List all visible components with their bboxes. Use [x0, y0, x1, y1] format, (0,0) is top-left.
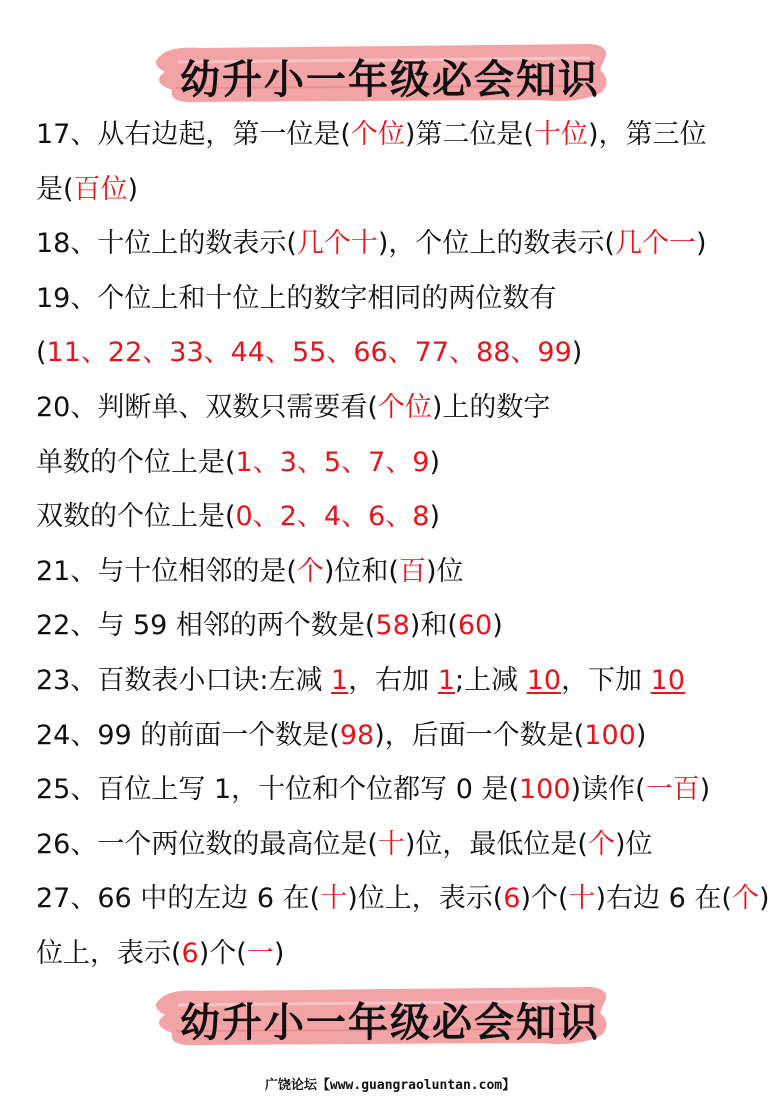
answer-text: 一百 — [645, 774, 700, 806]
question-text: 单数的个位上是( — [36, 446, 236, 478]
answer-text: 十 — [377, 828, 405, 860]
answer-text: 个 — [731, 883, 759, 915]
question-text: 双数的个位上是( — [36, 501, 236, 533]
question-text: 27、66 中的左边 6 在( — [36, 883, 321, 915]
text-line — [36, 108, 756, 163]
answer-text: 百 — [398, 555, 426, 587]
question-text: 位上，表示( — [36, 937, 182, 969]
text-line — [36, 217, 756, 272]
question-text: ) — [695, 228, 707, 260]
page-title: 幼升小一年级必会知识 — [180, 57, 600, 103]
question-text: 25、百位上写 1，十位和个位都写 0 是( — [36, 774, 519, 806]
question-text: )，后面一个数是( — [374, 719, 585, 751]
answer-text: 几个一 — [614, 228, 696, 260]
question-text: 17、从右边起，第一位是( — [36, 119, 351, 150]
answer-text: 个位 — [377, 391, 432, 423]
answer-text: 98 — [339, 719, 375, 751]
question-text: )，第三位 — [587, 119, 707, 150]
question-text: 23、百数表小口诀:左减 — [36, 664, 332, 696]
question-text: 18、十位上的数表示( — [36, 228, 297, 260]
text-line — [36, 927, 756, 982]
question-text: ，下加 — [561, 664, 651, 696]
footer-bracket: 】 — [502, 1078, 516, 1093]
answer-text: 几个十 — [296, 228, 378, 260]
answer-text: 个位 — [350, 119, 405, 150]
site-footer — [0, 1074, 780, 1093]
question-text: 21、与十位相邻的是( — [36, 555, 297, 587]
question-text: ) — [635, 719, 647, 751]
question-text: )位和( — [323, 555, 399, 587]
bottom-title-banner — [0, 981, 780, 1051]
answer-text: 个 — [296, 555, 324, 587]
answer-text: 十 — [320, 883, 348, 915]
answer-text: 1、3、5、7、9 — [235, 446, 430, 478]
question-text: )个( — [198, 937, 247, 969]
text-line — [36, 436, 756, 491]
answer-text: 100 — [519, 774, 571, 806]
bottom-title: 幼升小一年级必会知识 — [180, 1000, 600, 1046]
question-text: )第二位是( — [404, 119, 534, 150]
answer-text: 十位 — [533, 119, 588, 150]
text-line — [36, 599, 756, 654]
question-text: 19、个位上和十位上的数字相同的两位数有 — [36, 282, 557, 314]
question-text: ) — [492, 610, 503, 642]
title-banner — [0, 38, 780, 108]
question-text: ) — [127, 173, 139, 205]
answer-text: 1 — [331, 664, 349, 696]
answer-text: 十 — [568, 883, 596, 915]
question-text: )位 — [425, 555, 464, 587]
answer-text: 0、2、4、6、8 — [235, 501, 430, 533]
answer-text: 60 — [457, 610, 493, 642]
text-line — [36, 326, 756, 381]
text-line — [36, 709, 756, 764]
text-line — [36, 163, 756, 218]
question-text: ) — [429, 501, 440, 533]
answer-text: 100 — [584, 719, 636, 751]
text-line — [36, 654, 756, 709]
question-text: ) — [699, 774, 711, 806]
question-text: ) — [429, 446, 440, 478]
question-text: 是( — [36, 173, 74, 205]
answer-text: 11、22、33、44、55、66、77、88、99 — [46, 337, 572, 369]
text-line — [36, 490, 756, 545]
question-text: ) — [758, 883, 770, 915]
question-text: )右边 6 在( — [595, 883, 732, 915]
answer-text: 1 — [437, 664, 456, 696]
text-line — [36, 545, 756, 600]
question-text: )个( — [520, 883, 569, 915]
answer-text: 10 — [526, 664, 562, 696]
question-text: 26、一个两位数的最高位是( — [36, 828, 378, 860]
question-text: ) — [571, 337, 583, 369]
text-line — [36, 272, 756, 327]
footer-site-name: 广饶论坛【 — [264, 1078, 330, 1093]
answer-text: 一 — [246, 937, 274, 969]
text-line — [36, 763, 756, 818]
text-line — [36, 872, 770, 927]
answer-text: 6 — [503, 883, 521, 915]
answer-text: 10 — [650, 664, 686, 696]
answer-text: 个 — [587, 828, 615, 860]
knowledge-list — [36, 108, 770, 982]
question-text: )上的数字 — [431, 391, 551, 423]
text-line — [36, 818, 756, 873]
answer-text: 6 — [181, 937, 199, 969]
question-text: )位上，表示( — [347, 883, 504, 915]
answer-text: 58 — [375, 610, 410, 642]
question-text: )位 — [614, 828, 653, 860]
text-line — [36, 381, 756, 436]
question-text: 20、判断单、双数只需要看( — [36, 391, 378, 423]
question-text: )读作( — [570, 774, 646, 806]
question-text: 24、99 的前面一个数是( — [36, 719, 340, 751]
footer-url[interactable]: www.guangraoluntan.com — [329, 1078, 503, 1093]
question-text: )和( — [409, 610, 458, 642]
question-text: )位，最低位是( — [404, 828, 588, 860]
question-text: ，右加 — [348, 664, 438, 696]
question-text: 22、与 59 相邻的两个数是( — [36, 610, 376, 642]
question-text: ( — [36, 337, 47, 369]
question-text: ;上减 — [455, 664, 527, 696]
question-text: )，个位上的数表示( — [377, 228, 615, 260]
answer-text: 百位 — [73, 173, 128, 205]
question-text: ) — [273, 937, 285, 969]
